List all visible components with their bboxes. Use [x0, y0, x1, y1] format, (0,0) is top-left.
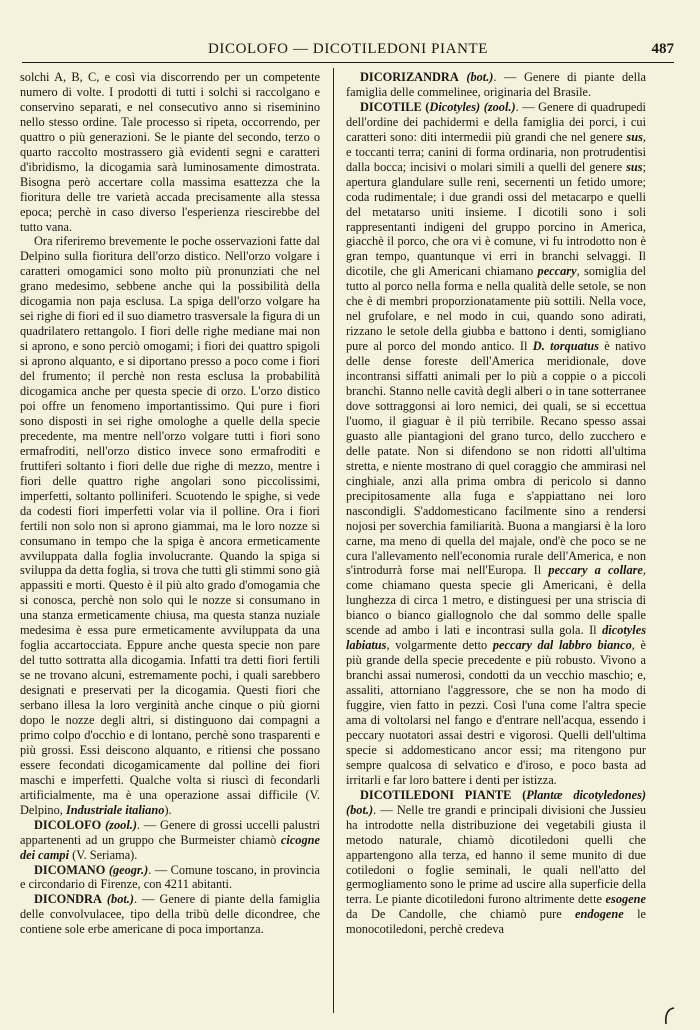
page-curl-mark [662, 1006, 676, 1026]
headword: DICOTILE [360, 99, 422, 114]
entry-tag: (geogr.) [108, 862, 149, 877]
entry-tag: ) (zool.) [476, 99, 516, 114]
entry-term: peccary a collare [548, 563, 643, 578]
running-head: DICOLOFO — DICOTILEDONI PIANTE [207, 41, 489, 57]
left-column [20, 70, 320, 1015]
headword: DICOLOFO [34, 817, 102, 832]
entry-dicotiledoni [346, 788, 646, 938]
headword: DICORIZANDRA [360, 70, 459, 84]
entry-text: . — Genere di piante della famiglia delle convolvulacee, tipo della tribù delle dicondree, che contiene sole erbe americane di poca importanza. [20, 892, 320, 937]
citation: Industriale italiano [65, 802, 165, 817]
entry-text: . — Genere di grossi uccelli palustri appartenenti ad un gruppo che Burmeister chiamò [20, 817, 320, 847]
entry-term: sus [626, 159, 643, 174]
column-divider [333, 68, 334, 1013]
entry-text: , volgarmente detto [386, 638, 488, 653]
entry-dicotile [346, 100, 646, 788]
entry-text: (V. Seriama). [72, 847, 138, 862]
entry-term: peccary [537, 264, 577, 279]
headword: DICOMANO [34, 862, 106, 877]
latin-name: Dicotyles [429, 99, 477, 114]
page-header [22, 38, 674, 63]
latin-name: Plantæ dicotyledones [526, 787, 642, 802]
right-column [346, 70, 646, 1015]
entry-text: , come chiamano questa specie gli Americani, è della lunghezza di circa 1 metro, e distinguesi per una striscia di bianco o bianco giallognolo che dal sommo delle spalle scende ad ambo i lati e incontrasi sulla gola. Il [346, 563, 646, 638]
paragraph-text: solchi A, B, C, e così via discorrendo per un competente numero di volte. I prodotti di tutti i solchi si raccolgano e conservino separati, e nel consecutivo anno si riseminino nello stesso ordine. Tale processo si ripeta, occorrendo, per quattro o più generazioni. Se le piante del secondo, terzo o quarto raccolto mostrassero già evidenti segni e caratteri d'ibridismo, la dicogamia sarà luminosamente dimostrata. Bisogna però accertare colla massima esattezza che la fioritura delle tre varietà accada precisamente alla stessa epoca; perchè in caso diverso l'esperienza riescirebbe del tutto vana. [20, 70, 320, 234]
entry-term: endogene [575, 907, 624, 922]
entry-text: le monocotiledoni, perchè credeva [346, 907, 646, 937]
headword: DICOTILEDONI PIANTE [360, 787, 512, 802]
entry-text: . — Comune toscano, in provincia e circondario di Firenze, con 4211 abitanti. [20, 862, 320, 892]
entry-term: peccary dal labbro bianco [492, 638, 632, 653]
entry-tag: ( [522, 787, 527, 802]
entry-dicomano [20, 863, 320, 893]
entry-dicondra [20, 892, 320, 937]
entry-term: sus [626, 129, 643, 144]
entry-tag: (bot.) [466, 70, 494, 84]
paragraph-text: ). [164, 802, 172, 817]
entry-tag: ( [425, 99, 430, 114]
entry-term: esogene [605, 892, 646, 907]
entry-dicorizandra [346, 70, 646, 100]
entry-text: . — Genere di piante della famiglia delle commelinee, originaria del Brasile. [346, 70, 646, 99]
entry-text: , e toccanti terra; canini di forma ordinaria, non protrudentisi dalla bocca; incisivi o molari simili a quelli del genere [346, 129, 646, 174]
entry-tag: (zool.) [105, 817, 137, 832]
paragraph-text: Ora riferiremo brevemente le poche osservazioni fatte dal Delpino sulla fioritura dell'orzo distico. Nell'orzo volgare i caratteri omogamici sono molto più pronunziati che nel grano medesimo, sebbene anche qui la possibilità della dicogamia non paja esclusa. La spiga dell'orzo volgare ha sei righe di fiori ed il suo diametro trasversale la figura di un quadrilatero rettangolo. I fiori delle righe mediane mai non si aprono, e sono perciò omogami; i fiori dei quattro spigoli si aprono alquanto, e si diportano presso a poco come i fiori del frumento; il perchè non resta esclusa la probabilità dicogamica anche per questa specie di orzo. L'orzo distico poi offre un fenomeno importantissimo. Qui pure i fiori sono disposti in sei righe omologhe a quelle della specie precedente, ma mentre nell'orzo volgare tutti i fiori sono ermafroditi, nell'orzo distico invece sono ermafroditi e fruttiferi soltanto i fiori delle due righe di mezzo, mentre i fiori delle quattro righe angolari sono piccolissimi, imperfetti, soltanto polliniferi. Scuotendo le spighe, si vede da codesti fiori imperfetti volar via il polline. Ora i fiori fertili non solo non si aprono giammai, ma le loro nozze si consumano in tempo che la spiga è ancora ermeticamente avviluppata dalla foglia involucrante. Quando la spiga si sviluppa da detta foglia, si trova che tutti gli stimmi sono già appassiti e morti. Questo è il più alto grado d'omogamia che si conosca, perchè non solo qui le nozze si consumano in una stanza ermeticamente chiusa, ma questa stanza nuziale medesima è essa pure ermeticamente avviluppata da una foglia accartocciata. Eppure anche questa specie non pare del tutto sottratta alla dicogamia. Infatti tra detti fiori fertili se ne trovano alcuni, estremamente pochi, i quali sarebbero designati e preservati per la dicogamia. Questi fiori che serbano illesa la loro verginità anche cinque o più giorni dopo le nozze degli altri, si distinguono dai compagni a primo colpo d'occhio e di lontano, perchè sono trasparenti e più grossi. Essi deiscono alquanto, e ritiensi che possano essere fecondati dicogamicamente dal polline dei fiori maschi e imperfetti. Qualche volta si riuscì di fecondarli artificialmente, ma è una operazione assai difficile (V. Delpino, [20, 234, 320, 817]
entry-text: ; apertura glandulare sulle reni, secernenti un fetido umore; coda rudimentale; i due grandi ossi del metacarpo e quelli del metatarso uniti insieme. I dicotili sono i soli rappresentanti indigeni del gruppo porcino in America, giacchè il porco, che ora vi è comune, vi fu introdotto non è gran tempo, quantunque vi erri in branchi selvaggi. Il dicotile, che gli Americani chiamano [346, 159, 646, 279]
entry-text: . — Genere di quadrupedi dell'ordine dei pachidermi e della famiglia dei porci, i cui caratteri sono: diti intermedii più grandi che nel genere [346, 99, 646, 144]
entry-text: . — Nelle tre grandi e principali divisioni che Jussieu ha introdotte nella distribuzione dei vegetabili giusta il metodo naturale, chiamò dicotiledoni quelli che appartengono alla terza, ed hanno il seme munito di due cotiledoni o foglie seminali, le quali nell'atto del germogliamento sono le prime ad uscire alla superficie della terra. Le piante dicotiledoni furono altrimente dette [346, 802, 646, 907]
entry-term: dicotyles labiatus [346, 623, 646, 653]
paragraph-continued [20, 70, 320, 234]
entry-tag: ) (bot.) [346, 787, 646, 817]
entry-text: , somiglia del tutto al porco nella forma e nella qualità delle setole, se non che è di membri proporzionatamente più sottili. Nella voce, nel grufolare, e nel modo in cui, quando sono adirati, rizzano le setole della giubba e battono i denti, somigliano pure al porco del mondo antico. Il [346, 264, 646, 354]
paragraph-delpino [20, 234, 320, 817]
entry-term: cicogne dei campi [20, 832, 320, 862]
headword: DICONDRA [34, 892, 102, 907]
entry-text: da De Candolle, che chiamò pure [346, 907, 562, 922]
entry-text: è nativo delle dense foreste dell'America meridionale, dove incontransi siffatti animali per lo più a coppie o a piccoli branchi. Stanno nelle cavità degli alberi o in tane sotterranee dove sottraggonsi ai loro nemici, dei quali, se si eccettua l'uomo, il giaguar è il più terribile. Recano spesso assai guasto alle piantagioni del grano turco, dello zucchero e delle patate. Non si difendono se non ridotti all'ultima stretta, e niente mostrano di quel coraggio che ammirasi nel cinghiale, anzi alla prima ombra di pericolo si danno precipitosamente alla fuga e s'appiattano nei loro nascondigli. S'addomesticano facilmente sino a rendersi nojosi per soverchia familiarità. Buona a mangiarsi è la loro carne, ma meno di quella del majale, ond'è che poco se ne cura l'allevamento nell'economia rurale dell'America, e non s'introdurrà forse mai nell'Europa. Il [346, 339, 646, 578]
entry-tag: (bot.) [106, 892, 134, 907]
entry-term: D. torquatus [532, 339, 599, 354]
entry-dicolofo [20, 818, 320, 863]
entry-text: , è più grande della specie precedente e più robusto. Vivono a branchi assai numerosi, condotti da un vecchio maschio; e, assaliti, attorniano l'aggressore, che se non ha modo di fuggire, vien fatto in pezzi. Così l'una come l'altra specie ama di voltolarsi nel fango e d'entrare nell'acqua, essendo i peccary nuotatori assai destri e vigorosi. Quelli dell'ultima specie si addomesticano ancor essi; ma ritengono pur sempre qualcosa di selvatico e d'iroso, e poco basta ad irritarli e far loro battere i denti per istizza. [346, 638, 646, 787]
page-number: 487 [651, 41, 674, 57]
